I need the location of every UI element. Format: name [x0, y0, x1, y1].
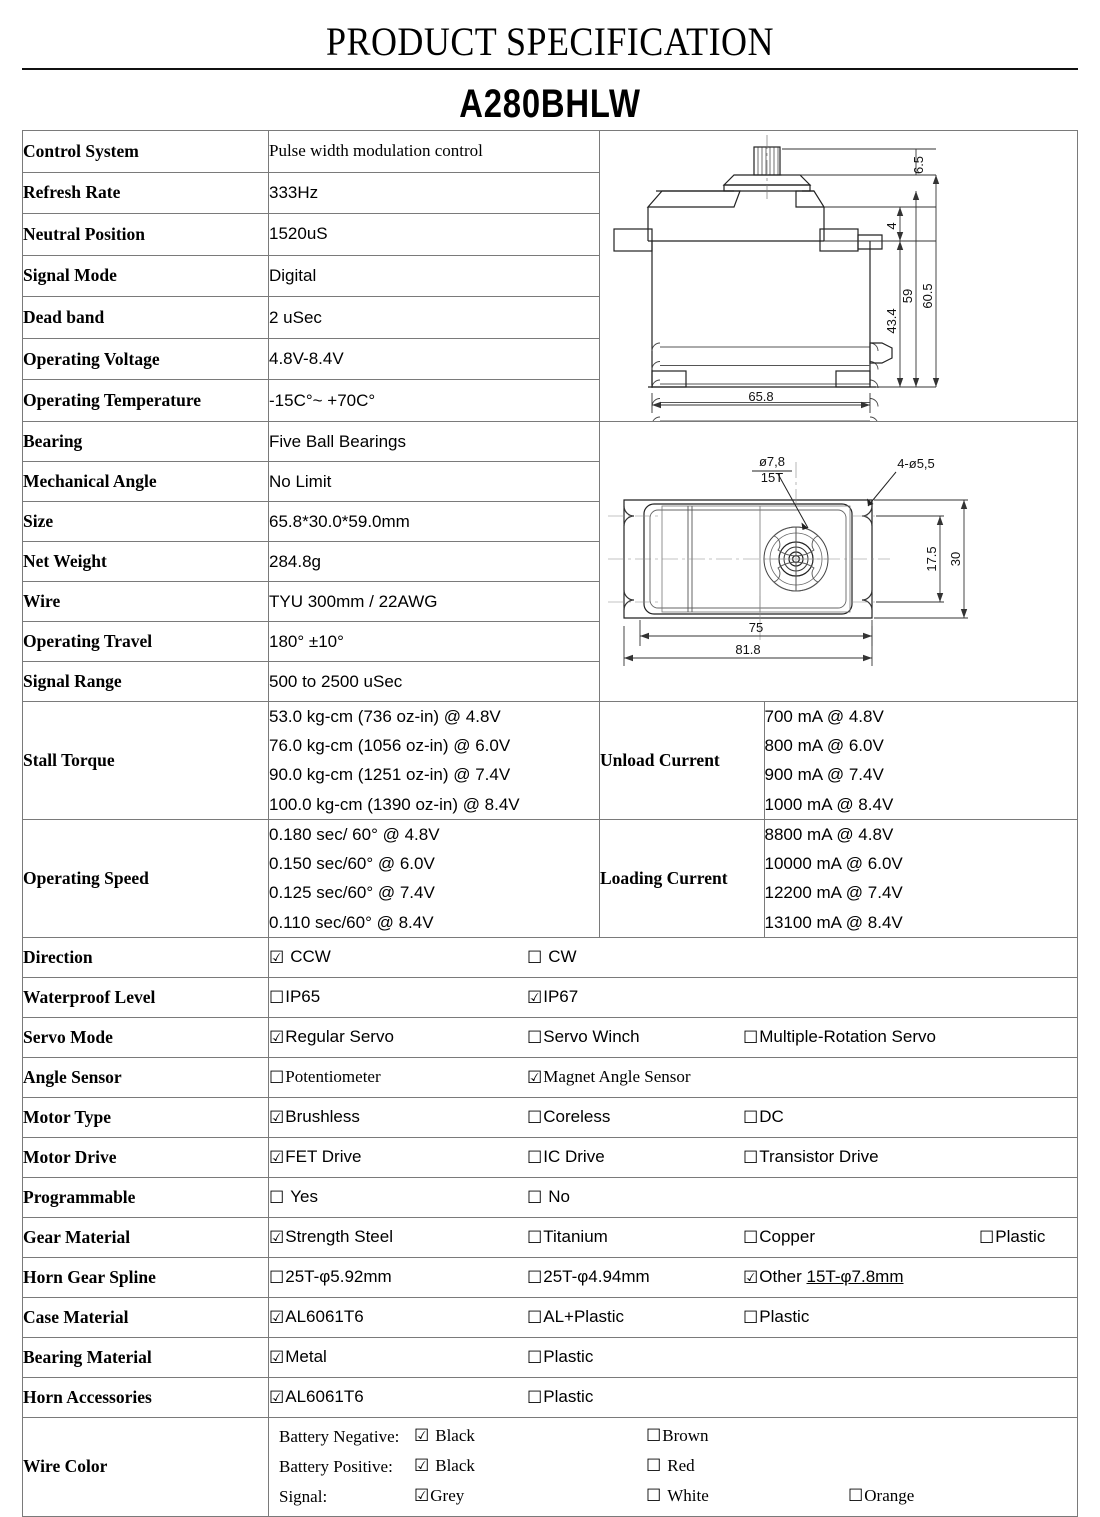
wire-color-line — [279, 1422, 1077, 1452]
option-label: Plastic — [995, 1227, 1046, 1247]
checkbox-option[interactable] — [269, 987, 320, 1007]
table-row — [23, 1097, 1078, 1137]
option-row-label: Horn Gear Spline — [23, 1257, 269, 1297]
option-label: Red — [667, 1455, 695, 1475]
option-row-values — [269, 1057, 1078, 1097]
table-row — [23, 1137, 1078, 1177]
checked-box-icon[interactable]: ☑ — [414, 1456, 430, 1476]
model-name: A280BHLW — [459, 82, 641, 126]
checkbox-option[interactable] — [743, 1307, 809, 1327]
spec-value: 2 uSec — [269, 297, 600, 339]
spec-label: Dead band — [23, 297, 269, 339]
current-label: Loading Current — [600, 820, 764, 937]
spec-label: Mechanical Angle — [23, 462, 269, 502]
option-label: Orange — [864, 1485, 915, 1505]
unchecked-box-icon[interactable]: ☐ — [527, 1347, 543, 1367]
spec-label: Operating Voltage — [23, 338, 269, 380]
checked-box-icon[interactable]: ☑ — [269, 1307, 285, 1327]
option-label: Black — [435, 1425, 475, 1445]
option-label: Black — [435, 1455, 475, 1475]
option-row-label: Bearing Material — [23, 1337, 269, 1377]
checkbox-option[interactable] — [269, 1187, 318, 1207]
checked-box-icon[interactable]: ☑ — [414, 1426, 430, 1446]
option-row-label: Motor Type — [23, 1097, 269, 1137]
servo-side-view — [600, 131, 1078, 422]
option-label: IC Drive — [543, 1147, 605, 1167]
table-row — [23, 702, 1078, 820]
option-label: Potentiometer — [285, 1067, 381, 1087]
spec-label: Bearing — [23, 422, 269, 462]
spec-value: 333Hz — [269, 172, 600, 214]
servo-top-view — [600, 422, 1078, 702]
option-label: CW — [548, 947, 577, 967]
spec-value: 65.8*30.0*59.0mm — [269, 502, 600, 542]
option-row-label: Direction — [23, 937, 269, 977]
spec-value: Pulse width modulation control — [269, 131, 600, 173]
checkbox-option[interactable] — [743, 1267, 904, 1287]
option-label: Plastic — [543, 1387, 594, 1407]
dimension-6-5: 6.5 — [911, 155, 926, 175]
checkbox-option[interactable] — [743, 1027, 936, 1047]
option-row-values — [269, 937, 1078, 977]
spec-label: Control System — [23, 131, 269, 173]
checked-box-icon[interactable]: ☑ — [269, 1387, 285, 1407]
option-label: Plastic — [543, 1347, 594, 1367]
dimension-17-5: 17.5 — [924, 546, 939, 572]
table-row — [23, 1417, 1078, 1516]
unchecked-box-icon[interactable]: ☐ — [743, 1107, 759, 1127]
unchecked-box-icon[interactable]: ☐ — [743, 1307, 759, 1327]
callout-mounting-holes: 4-ø5,5 — [897, 456, 935, 471]
unchecked-box-icon[interactable]: ☐ — [269, 1267, 285, 1287]
table-row — [23, 1017, 1078, 1057]
page-title: PRODUCT SPECIFICATION — [326, 19, 774, 64]
spec-label: Operating Temperature — [23, 380, 269, 422]
option-row-values — [269, 1297, 1078, 1337]
dimension-75: 75 — [748, 620, 764, 635]
table-row — [23, 937, 1078, 977]
unchecked-box-icon[interactable]: ☐ — [527, 1107, 543, 1127]
checkbox-option[interactable] — [527, 1027, 640, 1047]
option-row-values — [269, 1097, 1078, 1137]
checkbox-option[interactable] — [269, 1067, 381, 1087]
title-divider — [22, 68, 1078, 70]
checkbox-option[interactable] — [269, 1347, 327, 1367]
dimension-4: 4 — [884, 222, 899, 230]
wire-color-line — [279, 1482, 1077, 1512]
option-row-values — [269, 1017, 1078, 1057]
table-row — [23, 977, 1078, 1017]
option-label: Regular Servo — [285, 1027, 394, 1047]
checkbox-option[interactable] — [414, 1456, 475, 1476]
checkbox-option[interactable] — [414, 1426, 475, 1446]
unchecked-box-icon[interactable]: ☐ — [743, 1027, 759, 1047]
option-label: Brown — [662, 1425, 709, 1445]
unchecked-box-icon[interactable]: ☐ — [527, 1187, 543, 1207]
option-row-values — [269, 1377, 1078, 1417]
option-row-values — [269, 1337, 1078, 1377]
wire-color-line — [279, 1452, 1077, 1482]
checkbox-option[interactable] — [269, 1267, 392, 1287]
spec-label: Neutral Position — [23, 214, 269, 256]
spec-value: 284.8g — [269, 542, 600, 582]
spec-value: 180° ±10° — [269, 622, 600, 662]
servo-side-view-drawing — [600, 131, 1078, 421]
unchecked-box-icon[interactable]: ☐ — [269, 1067, 285, 1087]
option-row-label: Servo Mode — [23, 1017, 269, 1057]
option-row-label: Horn Accessories — [23, 1377, 269, 1417]
current-values: 700 mA @ 4.8V 800 mA @ 6.0V 900 mA @ 7.4V 1000 mA @ 8.4V — [764, 707, 894, 814]
option-row-values — [269, 1217, 1078, 1257]
specification-table — [22, 130, 1078, 1517]
option-label: FET Drive — [285, 1147, 362, 1167]
checked-box-icon[interactable]: ☑ — [414, 1486, 430, 1506]
option-label: Coreless — [543, 1107, 611, 1127]
performance-label: Stall Torque — [23, 702, 269, 820]
option-label: DC — [759, 1107, 784, 1127]
unchecked-box-icon[interactable]: ☐ — [527, 1387, 543, 1407]
spec-label: Operating Travel — [23, 622, 269, 662]
unchecked-box-icon[interactable]: ☐ — [269, 1187, 285, 1207]
checkbox-option[interactable] — [527, 1227, 608, 1247]
checkbox-option[interactable] — [527, 1067, 691, 1087]
checkbox-option[interactable] — [743, 1107, 784, 1127]
checkbox-option[interactable] — [269, 1227, 393, 1247]
checkbox-option[interactable] — [646, 1456, 695, 1476]
option-row-label: Gear Material — [23, 1217, 269, 1257]
checkbox-option[interactable] — [269, 1387, 364, 1407]
wire-color-key: Battery Negative: — [279, 1426, 400, 1446]
checked-box-icon[interactable]: ☑ — [269, 1227, 285, 1247]
checkbox-option[interactable] — [527, 1267, 650, 1287]
checkbox-option[interactable] — [527, 1347, 593, 1367]
dimension-43-4: 43.4 — [884, 308, 899, 334]
checkbox-option[interactable] — [527, 1307, 624, 1327]
option-label: Yes — [290, 1187, 318, 1207]
unchecked-box-icon[interactable]: ☐ — [743, 1147, 759, 1167]
unchecked-box-icon[interactable]: ☐ — [527, 1227, 543, 1247]
performance-label: Operating Speed — [23, 819, 269, 937]
current-values: 8800 mA @ 4.8V 10000 mA @ 6.0V 12200 mA @ 7.4V 13100 mA @ 8.4V — [764, 824, 903, 932]
dimension-60-5: 60.5 — [920, 283, 935, 309]
spec-value: 1520uS — [269, 214, 600, 256]
performance-values: 0.180 sec/ 60° @ 4.8V 0.150 sec/60° @ 6.0V 0.125 sec/60° @ 7.4V 0.110 sec/60° @ 8.4V — [269, 819, 600, 937]
spec-label: Net Weight — [23, 542, 269, 582]
option-label: CCW — [290, 947, 331, 967]
option-label: IP67 — [543, 987, 579, 1007]
option-label: Titanium — [543, 1227, 608, 1247]
spec-label: Refresh Rate — [23, 172, 269, 214]
spec-label: Size — [23, 502, 269, 542]
option-label: Strength Steel — [285, 1227, 393, 1247]
spec-value: Digital — [269, 255, 600, 297]
unchecked-box-icon[interactable]: ☐ — [646, 1456, 662, 1476]
wire-color-key: Signal: — [279, 1486, 328, 1506]
table-row — [23, 131, 1078, 173]
option-row-values — [269, 1257, 1078, 1297]
table-row — [23, 1257, 1078, 1297]
dimension-65-8: 65.8 — [748, 389, 774, 404]
table-row — [23, 422, 1078, 462]
option-label: Multiple-Rotation Servo — [759, 1027, 936, 1047]
checkbox-option[interactable] — [269, 1147, 361, 1167]
checked-box-icon[interactable]: ☑ — [269, 1347, 285, 1367]
option-label: Plastic — [759, 1307, 810, 1327]
option-row-values — [269, 977, 1078, 1017]
option-label: Magnet Angle Sensor — [543, 1067, 691, 1087]
checked-box-icon[interactable]: ☑ — [527, 987, 543, 1007]
checked-box-icon[interactable]: ☑ — [269, 1027, 285, 1047]
option-row-label: Case Material — [23, 1297, 269, 1337]
wire-color-key: Battery Positive: — [279, 1456, 393, 1476]
table-row — [23, 1177, 1078, 1217]
spec-value: TYU 300mm / 22AWG — [269, 582, 600, 622]
option-label: Grey — [430, 1485, 465, 1505]
checkbox-option[interactable] — [743, 1227, 815, 1247]
checkbox-option[interactable] — [979, 1227, 1045, 1247]
checked-box-icon[interactable]: ☑ — [269, 947, 285, 967]
unchecked-box-icon[interactable]: ☐ — [646, 1426, 662, 1446]
checked-box-icon[interactable]: ☑ — [269, 1107, 285, 1127]
checked-box-icon[interactable]: ☑ — [743, 1267, 759, 1287]
performance-values: 53.0 kg-cm (736 oz-in) @ 4.8V 76.0 kg-cm (1056 oz-in) @ 6.0V 90.0 kg-cm (1251 oz-in) @ 7.4V 100.0 kg-cm (1390 oz-in) @ 8.4V — [269, 702, 600, 820]
table-row — [23, 1337, 1078, 1377]
option-row-label: Programmable — [23, 1177, 269, 1217]
table-row — [23, 1217, 1078, 1257]
spec-value: Five Ball Bearings — [269, 422, 600, 462]
spec-value: -15C°~ +70C° — [269, 380, 600, 422]
table-row — [23, 819, 1078, 937]
checkbox-option[interactable] — [527, 947, 577, 967]
option-label: No — [548, 1187, 570, 1207]
dimension-30: 30 — [948, 551, 963, 567]
spec-label: Signal Range — [23, 662, 269, 702]
option-row-label: Motor Drive — [23, 1137, 269, 1177]
option-row-label: Waterproof Level — [23, 977, 269, 1017]
unchecked-box-icon[interactable]: ☐ — [527, 1027, 543, 1047]
option-row-label: Angle Sensor — [23, 1057, 269, 1097]
option-label: AL6061T6 — [285, 1387, 364, 1407]
checkbox-option[interactable] — [527, 1147, 605, 1167]
option-label: Other 15T-φ7.8mm — [759, 1267, 904, 1287]
spec-value: No Limit — [269, 462, 600, 502]
unchecked-box-icon[interactable]: ☐ — [979, 1227, 995, 1247]
servo-top-view-drawing — [600, 444, 1078, 679]
wire-color-values — [269, 1417, 1078, 1516]
option-value-underlined: 15T-φ7.8mm — [806, 1267, 904, 1287]
option-label: AL+Plastic — [543, 1307, 625, 1327]
checkbox-option[interactable] — [527, 1107, 610, 1127]
option-label: White — [667, 1485, 709, 1505]
checkbox-option[interactable] — [269, 1107, 360, 1127]
checkbox-option[interactable] — [646, 1426, 709, 1446]
dimension-81-8: 81.8 — [735, 642, 761, 657]
checkbox-option[interactable] — [269, 1307, 364, 1327]
spec-label: Wire — [23, 582, 269, 622]
option-label: Copper — [759, 1227, 816, 1247]
checked-box-icon[interactable]: ☑ — [527, 1067, 543, 1087]
current-block — [600, 702, 1078, 820]
wire-color-label: Wire Color — [23, 1417, 269, 1516]
option-label: IP65 — [285, 987, 321, 1007]
table-row — [23, 1297, 1078, 1337]
table-row — [23, 1057, 1078, 1097]
option-row-values — [269, 1137, 1078, 1177]
checkbox-option[interactable] — [269, 947, 331, 967]
spec-value: 500 to 2500 uSec — [269, 662, 600, 702]
unchecked-box-icon[interactable]: ☐ — [743, 1227, 759, 1247]
option-label: Servo Winch — [543, 1027, 640, 1047]
option-label: Brushless — [285, 1107, 360, 1127]
option-label: 25T-φ4.94mm — [543, 1267, 650, 1287]
checkbox-option[interactable] — [527, 987, 578, 1007]
unchecked-box-icon[interactable]: ☐ — [527, 1307, 543, 1327]
spec-label: Signal Mode — [23, 255, 269, 297]
unchecked-box-icon[interactable]: ☐ — [646, 1486, 662, 1506]
unchecked-box-icon[interactable]: ☐ — [527, 947, 543, 967]
dimension-59: 59 — [900, 288, 915, 304]
current-label: Unload Current — [600, 702, 764, 819]
option-label: Metal — [285, 1347, 327, 1367]
table-row — [23, 1377, 1078, 1417]
callout-shaft-teeth: 15T — [760, 470, 784, 485]
option-row-values — [269, 1177, 1078, 1217]
unchecked-box-icon[interactable]: ☐ — [527, 1267, 543, 1287]
checkbox-option[interactable] — [527, 1387, 593, 1407]
checkbox-option[interactable] — [527, 1187, 570, 1207]
checked-box-icon[interactable]: ☑ — [269, 1147, 285, 1167]
checkbox-option[interactable] — [269, 1027, 394, 1047]
unchecked-box-icon[interactable]: ☐ — [848, 1486, 864, 1506]
callout-shaft-diameter: ø7,8 — [758, 454, 786, 469]
unchecked-box-icon[interactable]: ☐ — [269, 987, 285, 1007]
spec-value: 4.8V-8.4V — [269, 338, 600, 380]
checkbox-option[interactable] — [743, 1147, 879, 1167]
unchecked-box-icon[interactable]: ☐ — [527, 1147, 543, 1167]
option-label: AL6061T6 — [285, 1307, 364, 1327]
option-label: 25T-φ5.92mm — [285, 1267, 392, 1287]
current-block — [600, 819, 1078, 937]
option-label: Transistor Drive — [759, 1147, 879, 1167]
